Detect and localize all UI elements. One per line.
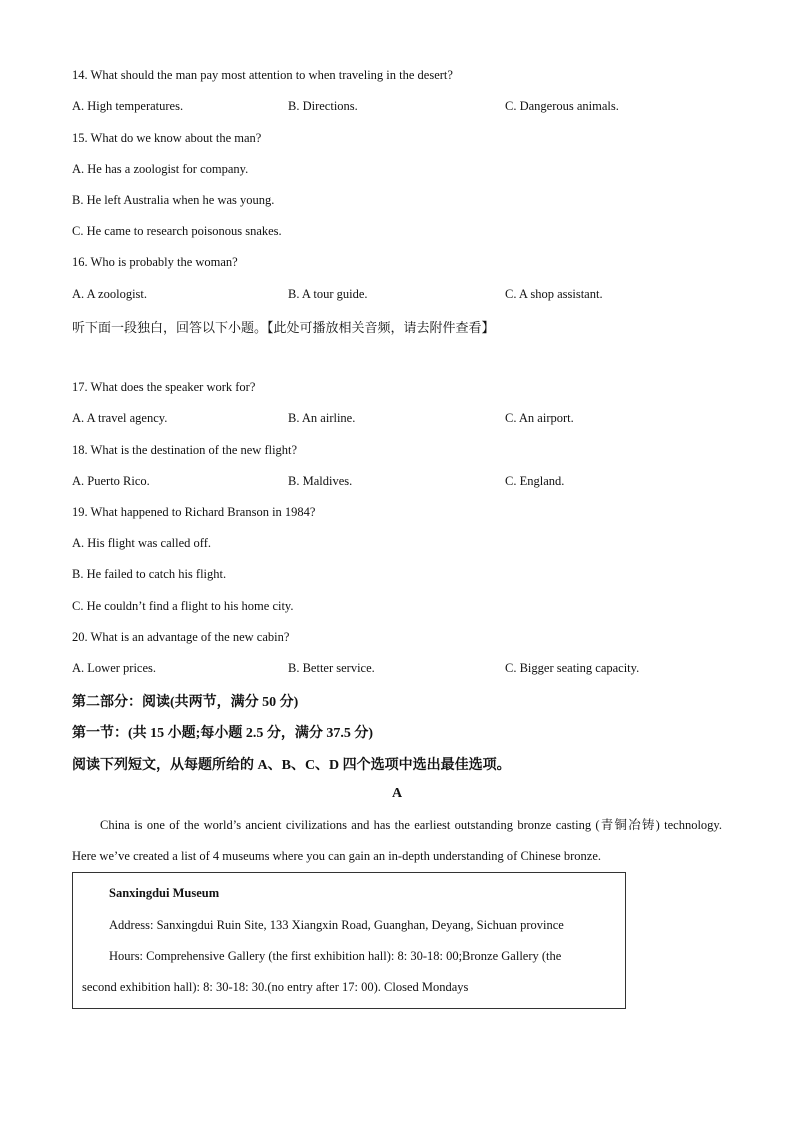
question-17-option-b: B. An airline.	[288, 411, 356, 425]
question-18-option-b: B. Maldives.	[288, 474, 353, 488]
question-19-option-b: B. He failed to catch his flight.	[72, 567, 227, 581]
question-18-option-a: A. Puerto Rico.	[72, 474, 150, 488]
question-16-option-b: B. A tour guide.	[288, 287, 368, 301]
question-14-option-b: B. Directions.	[288, 99, 358, 113]
question-15-option-b: B. He left Australia when he was young.	[72, 193, 275, 207]
question-19-option-a: A. His flight was called off.	[72, 536, 211, 550]
question-17-option-a: A. A travel agency.	[72, 411, 168, 425]
question-17-option-c: C. An airport.	[505, 411, 574, 425]
question-16-option-a: A. A zoologist.	[72, 287, 148, 301]
question-16-option-c: C. A shop assistant.	[505, 287, 603, 301]
question-18-option-c: C. England.	[505, 474, 565, 488]
question-20-option-b: B. Better service.	[288, 661, 375, 675]
passage-intro: China is one of the world’s ancient civilizations and has the earliest outstanding bronze casting (青铜冶铸) technology. Here we’ve created a list of 4 museums where you can gain an in-depth understanding of Chinese bronze.	[72, 818, 722, 863]
section-heading-reading: 第二部分：阅读(共两节，满分 50 分)	[72, 695, 299, 710]
question-20-option-c: C. Bigger seating capacity.	[505, 661, 640, 675]
museum-address: Address: Sanxingdui Ruin Site, 133 Xiangxin Road, Guanghan, Deyang, Sichuan province	[109, 918, 564, 932]
museum-hours-line-1: Hours: Comprehensive Gallery (the first exhibition hall): 8: 30-18: 00;Bronze Gallery (the	[109, 949, 562, 963]
museum-name: Sanxingdui Museum	[109, 886, 220, 900]
museum-hours-line-2: second exhibition hall): 8: 30-18: 30.(no entry after 17: 00). Closed Mondays	[82, 980, 469, 994]
listening-instruction: 听下面一段独白，回答以下小题。【此处可播放相关音频，请去附件查看】	[72, 320, 495, 335]
question-15-option-a: A. He has a zoologist for company.	[72, 162, 249, 176]
question-15-option-c: C. He came to research poisonous snakes.	[72, 224, 282, 238]
question-18-stem: 18. What is the destination of the new flight?	[72, 443, 298, 457]
question-19-stem: 19. What happened to Richard Branson in 1984?	[72, 505, 316, 519]
question-19-option-c: C. He couldn’t find a flight to his home city.	[72, 599, 294, 613]
museum-info-box	[72, 872, 626, 1009]
reading-instruction: 阅读下列短文，从每题所给的 A、B、C、D 四个选项中选出最佳选项。	[72, 758, 511, 773]
passage-label: A	[391, 786, 403, 801]
question-14-stem: 14. What should the man pay most attention to when traveling in the desert?	[72, 68, 453, 82]
question-14-option-c: C. Dangerous animals.	[505, 99, 619, 113]
question-20-option-a: A. Lower prices.	[72, 661, 156, 675]
question-20-stem: 20. What is an advantage of the new cabin?	[72, 630, 290, 644]
question-14-option-a: A. High temperatures.	[72, 99, 184, 113]
question-15-stem: 15. What do we know about the man?	[72, 131, 262, 145]
question-17-stem: 17. What does the speaker work for?	[72, 380, 256, 394]
section-heading-part-one: 第一节：(共 15 小题;每小题 2.5 分，满分 37.5 分)	[72, 726, 373, 741]
question-16-stem: 16. Who is probably the woman?	[72, 255, 238, 269]
